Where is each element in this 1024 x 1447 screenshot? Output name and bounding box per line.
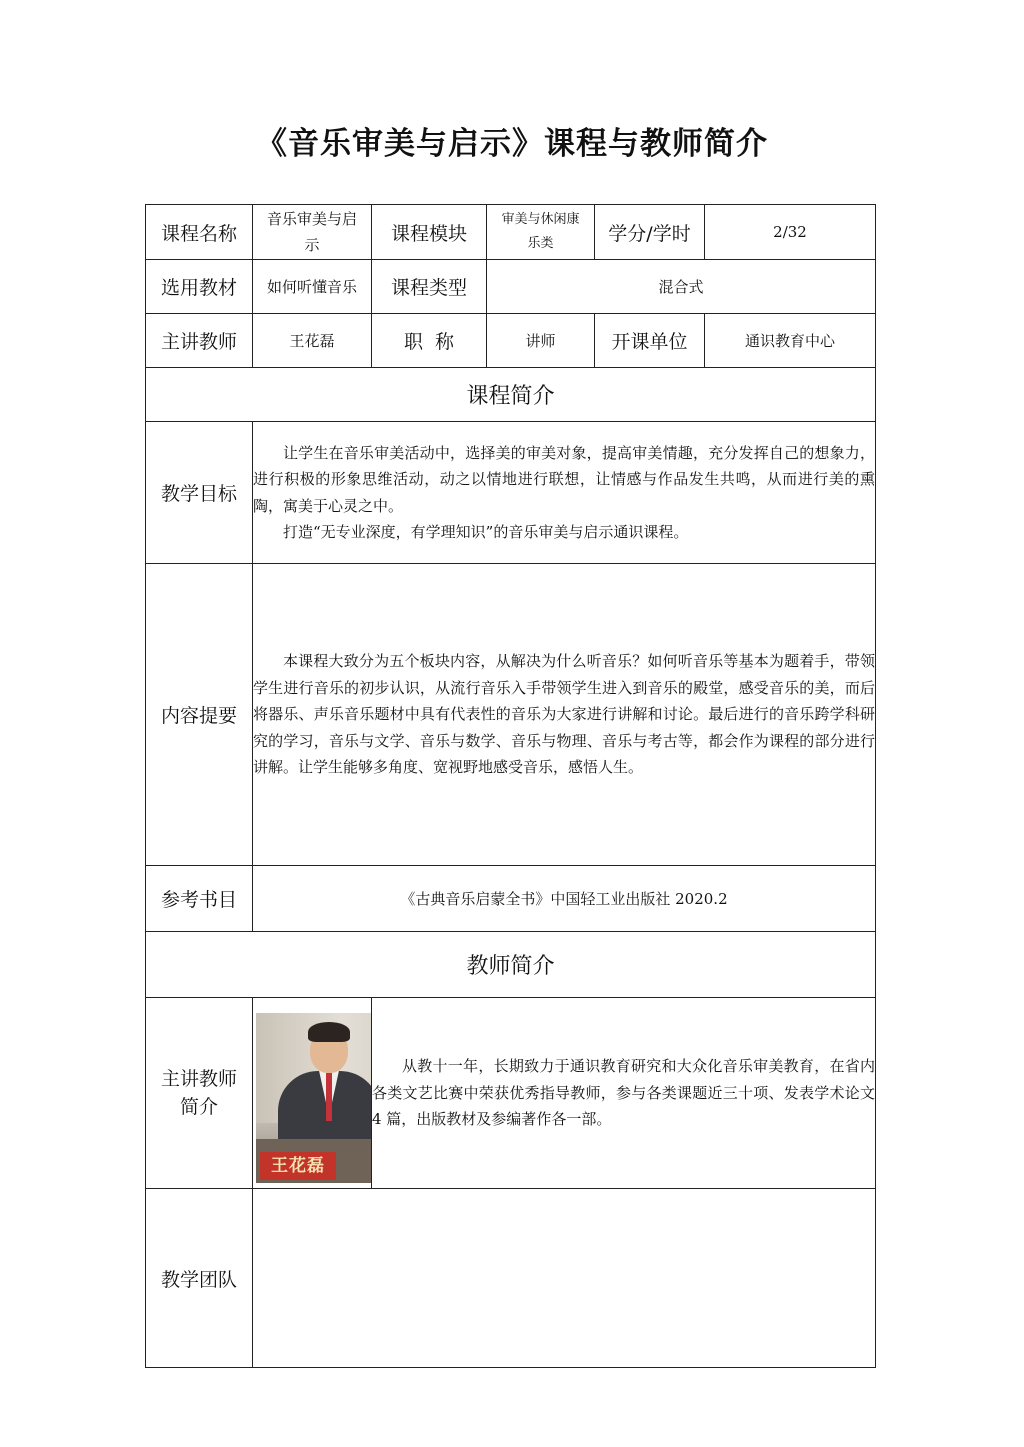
course-type-label: 课程类型 [372,260,487,314]
course-intro-heading-row [146,368,876,422]
teacher-label: 主讲教师 [146,314,253,368]
photo-hair [308,1022,350,1042]
teacher-intro-heading-row [146,932,876,998]
page-title: 《音乐审美与启示》课程与教师简介 [256,126,768,162]
teacher-intro-heading: 教师简介 [146,932,876,998]
course-info-table [145,204,876,1368]
teaching-goal-paragraph: 打造“无专业深度，有学理知识”的音乐审美与启示通识课程。 [283,523,689,541]
teaching-goal-paragraph: 让学生在音乐审美活动中，选择美的审美对象，提高审美情趣，充分发挥自己的想象力，进行积极的形象思维活动，动之以情地进行联想，让情感与作品发生共鸣，从而进行美的熏陶，寓美于心灵之中。 [253,443,875,515]
teacher-bio-content [372,998,876,1189]
content-summary-row [146,564,876,866]
teacher-value: 王花磊 [253,314,372,368]
teaching-team-row [146,1189,876,1368]
offering-unit-value: 通识教育中心 [705,314,876,368]
course-name-label: 课程名称 [146,205,253,260]
reference-value: 《古典音乐启蒙全书》中国轻工业出版社 2020.2 [253,866,876,932]
job-title-value: 讲师 [487,314,595,368]
course-name-row [146,205,876,260]
textbook-value: 如何听懂音乐 [253,260,372,314]
teaching-team-label: 教学团队 [146,1189,253,1368]
photo-nameplate: 王花磊 [260,1152,336,1180]
content-summary-label: 内容提要 [146,564,253,866]
teaching-goal-row [146,422,876,564]
content-summary-paragraph: 本课程大致分为五个板块内容，从解决为什么听音乐？如何听音乐等基本为题着手，带领学生进行音乐的初步认识，从流行音乐入手带领学生进入到音乐的殿堂，感受音乐的美，而后将器乐、声乐音乐题材中具有代表性的音乐为大家进行讲解和讨论。最后进行的音乐跨学科研究的学习，音乐与文学、音乐与数学、音乐与物理、音乐与考古等，都会作为课程的部分进行讲解。让学生能够多角度、宽视野地感受音乐，感悟人生。 [253,652,875,777]
teacher-photo-cell [253,998,372,1189]
teacher-bio-row [146,998,876,1189]
course-name-value: 音乐审美与启示 [253,205,372,260]
job-title-label: 职 称 [372,314,487,368]
offering-unit-label: 开课单位 [595,314,705,368]
textbook-label: 选用教材 [146,260,253,314]
course-intro-heading: 课程简介 [146,368,876,422]
photo-lanyard [326,1073,332,1121]
credit-hours-label: 学分/学时 [595,205,705,260]
teacher-bio-label: 主讲教师简介 [146,998,253,1189]
credit-hours-value: 2/32 [705,205,876,260]
course-module-value: 审美与休闲康乐类 [487,205,595,260]
teacher-row [146,314,876,368]
reference-label: 参考书目 [146,866,253,932]
teaching-goal-label: 教学目标 [146,422,253,564]
textbook-row [146,260,876,314]
course-type-value: 混合式 [487,260,876,314]
teacher-bio-paragraph: 从教十一年，长期致力于通识教育研究和大众化音乐审美教育，在省内各类文艺比赛中荣获优秀指导教师，参与各类课题近三十项、发表学术论文 4 篇，出版教材及参编著作各一部。 [372,1057,875,1129]
teacher-photo [256,1013,372,1183]
teaching-goal-content [253,422,876,564]
reference-row [146,866,876,932]
teaching-team-content [253,1189,876,1368]
course-module-label: 课程模块 [372,205,487,260]
content-summary-content [253,564,876,866]
